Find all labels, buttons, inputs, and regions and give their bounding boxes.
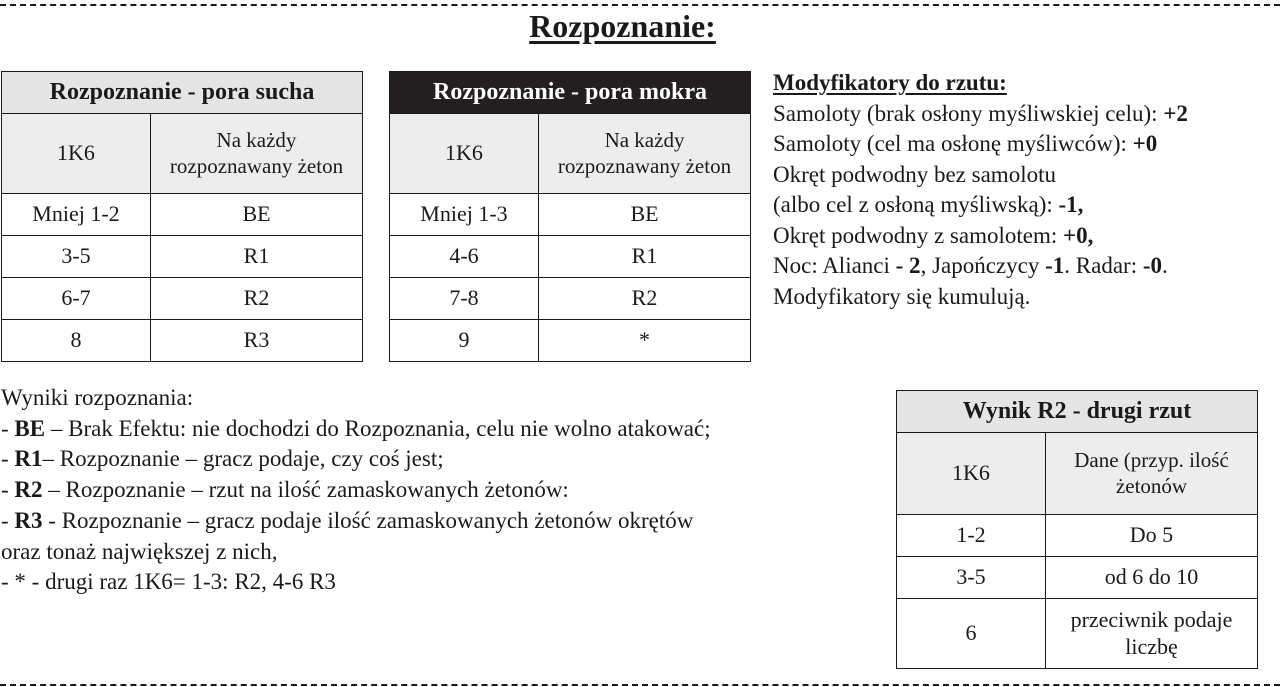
result-cell: BE [539, 194, 751, 236]
result-r3-continuation: oraz tonaż największej z nich, [1, 538, 278, 564]
table-row [390, 320, 751, 362]
dry-table-header: Rozpoznanie - pora sucha [2, 72, 363, 114]
dry-season-table [1, 71, 363, 362]
modifier-line: (albo cel z osłoną myśliwską): -1, [773, 192, 1084, 217]
table-row [897, 557, 1258, 599]
result-cell: R1 [539, 236, 751, 278]
r2-table-header: Wynik R2 - drugi rzut [897, 391, 1258, 433]
modifier-line: Noc: Alianci - 2, Japończycy -1. Radar: -0. [773, 253, 1168, 278]
table-row [2, 320, 363, 362]
result-be-line: - BE – Brak Efektu: nie dochodzi do Rozpoznania, celu nie wolno atakować; [1, 415, 711, 441]
result-cell: R3 [151, 320, 363, 362]
roll-cell: 3-5 [897, 557, 1046, 599]
result-cell: R2 [151, 278, 363, 320]
table-row [897, 599, 1258, 669]
table-row [2, 194, 363, 236]
results-heading: Wyniki rozpoznania: [1, 385, 194, 410]
roll-cell: 7-8 [390, 278, 539, 320]
wet-table-header: Rozpoznanie - pora mokra [390, 72, 751, 114]
modifier-line: Okręt podwodny bez samolotu [773, 161, 1056, 187]
result-r3-line: - R3 - Rozpoznanie – gracz podaje ilość zamaskowanych żetonów okrętów [1, 507, 694, 533]
modifier-line: Modyfikatory się kumulują. [773, 283, 1031, 309]
page-title: Rozpoznanie: [529, 8, 716, 44]
roll-cell: 8 [2, 320, 151, 362]
result-r2-line: - R2 – Rozpoznanie – rzut na ilość zamaskowanych żetonów: [1, 477, 569, 503]
dry-col-roll-header: 1K6 [2, 114, 151, 194]
table-row [2, 236, 363, 278]
r2-col-roll-header: 1K6 [897, 433, 1046, 515]
result-star-line: - * - drugi raz 1K6= 1-3: R2, 4-6 R3 [1, 569, 336, 595]
result-r1-line: - R1– Rozpoznanie – gracz podaje, czy coś jest; [1, 446, 444, 472]
table-row [2, 278, 363, 320]
modifier-line: Samoloty (cel ma osłonę myśliwców): +0 [773, 131, 1158, 156]
wet-col-roll-header: 1K6 [390, 114, 539, 194]
roll-cell: 6-7 [2, 278, 151, 320]
results-legend [1, 383, 711, 598]
table-row [390, 194, 751, 236]
r2-second-roll-table [896, 390, 1258, 669]
modifier-line: Samoloty (brak osłony myśliwskiej celu): +2 [773, 100, 1188, 126]
roll-cell: 3-5 [2, 236, 151, 278]
roll-cell: Mniej 1-3 [390, 194, 539, 236]
result-cell: od 6 do 10 [1046, 557, 1258, 599]
result-cell: Do 5 [1046, 515, 1258, 557]
roll-cell: 1-2 [897, 515, 1046, 557]
table-row [897, 515, 1258, 557]
top-dashed-border [0, 4, 1280, 6]
modifiers-block [773, 68, 1188, 312]
r2-col-data-header: Dane (przyp. ilość żetonów [1046, 433, 1258, 515]
wet-col-result-header: Na każdy rozpoznawany żeton [539, 114, 751, 194]
result-cell: BE [151, 194, 363, 236]
roll-cell: 6 [897, 599, 1046, 669]
dry-col-result-header: Na każdy rozpoznawany żeton [151, 114, 363, 194]
result-cell: R2 [539, 278, 751, 320]
modifiers-heading: Modyfikatory do rzutu: [773, 70, 1007, 95]
roll-cell: 9 [390, 320, 539, 362]
result-cell: R1 [151, 236, 363, 278]
table-row [390, 278, 751, 320]
wet-season-table [389, 71, 751, 362]
roll-cell: Mniej 1-2 [2, 194, 151, 236]
result-cell: * [539, 320, 751, 362]
bottom-dashed-border [0, 684, 1280, 686]
roll-cell: 4-6 [390, 236, 539, 278]
result-cell: przeciwnik podaje liczbę [1046, 599, 1258, 669]
modifier-line: Okręt podwodny z samolotem: +0, [773, 222, 1094, 248]
table-row [390, 236, 751, 278]
